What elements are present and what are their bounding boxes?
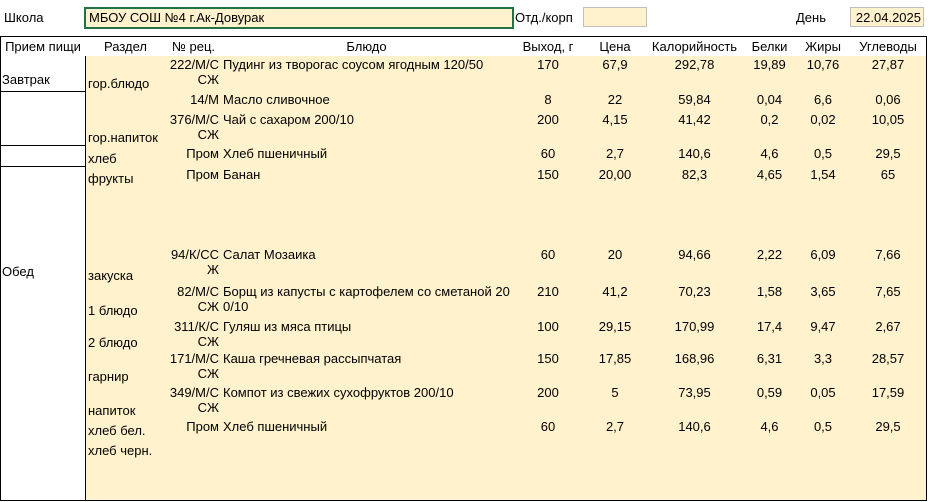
price-text: 2,7 [605, 419, 625, 434]
dish-cell[interactable] [221, 318, 513, 351]
calories-text: 168,96 [674, 351, 715, 366]
protein-cell[interactable] [743, 145, 797, 167]
output-cell[interactable] [512, 186, 585, 207]
recipe-cell[interactable] [166, 246, 222, 284]
dish-cell[interactable] [221, 186, 513, 207]
calories-text: 70,23 [678, 284, 711, 299]
section-text: хлеб черн. [88, 443, 153, 458]
section-cell[interactable] [85, 478, 167, 501]
dish-cell[interactable] [221, 418, 513, 439]
fat-cell[interactable] [796, 111, 851, 146]
dish-cell[interactable] [221, 56, 513, 92]
dish-cell[interactable] [221, 350, 513, 385]
recipe-cell[interactable] [166, 186, 222, 207]
fat-cell[interactable] [796, 283, 851, 319]
calories-cell[interactable] [646, 56, 744, 92]
fat-cell[interactable] [796, 350, 851, 385]
department-cell[interactable] [583, 7, 647, 27]
price-cell[interactable] [584, 418, 647, 439]
price-cell[interactable] [584, 186, 647, 207]
calories-cell[interactable] [646, 478, 744, 501]
protein-text: 6,31 [756, 351, 783, 366]
output-cell[interactable] [512, 438, 585, 459]
recipe-text: 376/М/ССЖ [169, 112, 219, 142]
output-text: 60 [540, 146, 556, 161]
protein-cell[interactable] [743, 186, 797, 207]
price-cell[interactable] [584, 438, 647, 459]
section-text: гор.напиток [88, 130, 158, 145]
column-header[interactable]: Белки [743, 36, 797, 57]
price-text: 4,15 [602, 112, 628, 127]
row-divider [0, 166, 86, 167]
column-header[interactable]: № рец. [166, 36, 222, 57]
fat-cell[interactable] [796, 438, 851, 459]
output-cell[interactable] [512, 111, 585, 146]
fat-text: 0,5 [813, 146, 833, 161]
recipe-text: Пром [186, 419, 219, 434]
carbs-cell[interactable] [850, 111, 927, 146]
protein-cell[interactable] [743, 384, 797, 419]
school-label: Школа [4, 10, 44, 25]
section-cell[interactable] [85, 318, 167, 351]
recipe-cell[interactable] [166, 418, 222, 439]
price-cell[interactable] [584, 283, 647, 319]
output-text: 100 [537, 319, 559, 334]
output-cell[interactable] [512, 166, 585, 187]
section-cell[interactable] [85, 458, 167, 479]
section-text: фрукты [88, 171, 134, 186]
section-cell[interactable] [85, 56, 167, 92]
fat-text: 3,3 [813, 351, 833, 366]
dish-text: Банан [223, 167, 261, 182]
day-label: День [796, 10, 826, 25]
output-cell[interactable] [512, 56, 585, 92]
output-text: 8 [544, 92, 552, 107]
carbs-cell[interactable] [850, 384, 927, 419]
price-cell[interactable] [584, 458, 647, 479]
school-name-cell[interactable]: МБОУ СОШ №4 г.Ак-Довурак [84, 7, 514, 29]
protein-cell[interactable] [743, 246, 797, 284]
section-text: хлеб бел. [88, 423, 146, 438]
dish-text: Масло сливочное [223, 92, 330, 107]
carbs-text: 65 [880, 167, 896, 182]
fat-cell[interactable] [796, 246, 851, 284]
output-text: 60 [540, 419, 556, 434]
price-cell[interactable] [584, 145, 647, 167]
fat-text: 6,09 [810, 247, 836, 262]
recipe-text: 14/М [190, 92, 219, 107]
calories-text: 59,84 [678, 92, 711, 107]
dish-cell[interactable] [221, 458, 513, 479]
protein-cell[interactable] [743, 166, 797, 187]
recipe-cell[interactable] [166, 166, 222, 187]
column-header[interactable]: Раздел [85, 36, 167, 57]
dish-text: Хлеб пшеничный [223, 419, 328, 434]
carbs-cell[interactable] [850, 145, 927, 167]
fat-cell[interactable] [796, 186, 851, 207]
section-cell[interactable] [85, 91, 167, 112]
calories-cell[interactable] [646, 350, 744, 385]
section-cell[interactable] [85, 111, 167, 146]
meal-column-cell[interactable] [0, 246, 86, 501]
carbs-cell[interactable] [850, 283, 927, 319]
output-text: 150 [537, 351, 559, 366]
section-cell[interactable] [85, 246, 167, 284]
calories-text: 140,6 [678, 419, 711, 434]
carbs-text: 7,66 [875, 247, 901, 262]
dish-cell[interactable] [221, 226, 513, 247]
output-cell[interactable] [512, 458, 585, 479]
price-text: 29,15 [598, 319, 632, 334]
fat-cell[interactable] [796, 458, 851, 479]
price-cell[interactable] [584, 318, 647, 351]
price-text: 67,9 [602, 57, 628, 72]
protein-cell[interactable] [743, 458, 797, 479]
output-cell[interactable] [512, 350, 585, 385]
price-text: 20,00 [598, 167, 632, 182]
dish-cell[interactable] [221, 145, 513, 167]
fat-cell[interactable] [796, 384, 851, 419]
protein-text: 4,65 [756, 167, 783, 182]
output-cell[interactable] [512, 226, 585, 247]
output-text: 200 [537, 385, 559, 400]
carbs-cell[interactable] [850, 206, 927, 227]
protein-text: 0,2 [760, 112, 779, 127]
protein-text: 0,59 [756, 385, 783, 400]
output-text: 200 [537, 112, 559, 127]
output-cell[interactable] [512, 384, 585, 419]
recipe-text: 349/М/ССЖ [169, 385, 219, 415]
dish-cell[interactable] [221, 438, 513, 459]
protein-cell[interactable] [743, 438, 797, 459]
section-text: гарнир [88, 369, 129, 384]
protein-text: 2,22 [756, 247, 783, 262]
output-cell[interactable] [512, 283, 585, 319]
carbs-text: 17,59 [871, 385, 905, 400]
dish-cell[interactable] [221, 111, 513, 146]
dish-text: Хлеб пшеничный [223, 146, 328, 161]
price-cell[interactable] [584, 384, 647, 419]
price-cell[interactable] [584, 478, 647, 501]
output-cell[interactable] [512, 418, 585, 439]
calories-text: 94,66 [678, 247, 711, 262]
fat-cell[interactable] [796, 226, 851, 247]
fat-text: 0,05 [810, 385, 836, 400]
recipe-text: Пром [186, 167, 219, 182]
output-text: 150 [537, 167, 559, 182]
fat-text: 1,54 [810, 167, 836, 182]
protein-cell[interactable] [743, 478, 797, 501]
section-text: гор.блюдо [88, 76, 150, 91]
carbs-text: 10,05 [871, 112, 905, 127]
recipe-text: 311/К/ССЖ [174, 319, 219, 349]
price-cell[interactable] [584, 246, 647, 284]
protein-cell[interactable] [743, 206, 797, 227]
protein-cell[interactable] [743, 56, 797, 92]
carbs-cell[interactable] [850, 186, 927, 207]
fat-cell[interactable] [796, 56, 851, 92]
calories-text: 82,3 [681, 167, 708, 182]
carbs-text: 7,65 [875, 284, 901, 299]
protein-text: 1,58 [756, 284, 783, 299]
fat-cell[interactable] [796, 145, 851, 167]
fat-cell[interactable] [796, 318, 851, 351]
protein-text: 4,6 [760, 146, 779, 161]
output-cell[interactable] [512, 145, 585, 167]
dish-cell[interactable] [221, 384, 513, 419]
row-divider [0, 91, 86, 92]
column-header[interactable]: Прием пищи [0, 36, 86, 57]
carbs-text: 28,57 [871, 351, 905, 366]
output-text: 210 [537, 284, 559, 299]
fat-text: 0,02 [810, 112, 836, 127]
price-cell[interactable] [584, 91, 647, 112]
dish-cell[interactable] [221, 246, 513, 284]
calories-text: 73,95 [678, 385, 711, 400]
fat-text: 3,65 [810, 284, 836, 299]
recipe-text: 94/К/ССЖ [170, 247, 219, 277]
row-divider [0, 145, 86, 146]
recipe-cell[interactable] [166, 478, 222, 501]
price-cell[interactable] [584, 206, 647, 227]
calories-cell[interactable] [646, 206, 744, 227]
fat-text: 9,47 [810, 319, 836, 334]
protein-cell[interactable] [743, 418, 797, 439]
carbs-cell[interactable] [850, 91, 927, 112]
calories-cell[interactable] [646, 186, 744, 207]
recipe-text: 171/М/ССЖ [169, 351, 219, 381]
recipe-cell[interactable] [166, 458, 222, 479]
dish-cell[interactable] [221, 283, 513, 319]
price-text: 2,7 [605, 146, 625, 161]
recipe-cell[interactable] [166, 111, 222, 146]
calories-text: 292,78 [674, 57, 715, 72]
price-cell[interactable] [584, 56, 647, 92]
output-cell[interactable] [512, 206, 585, 227]
price-cell[interactable] [584, 350, 647, 385]
section-cell[interactable] [85, 283, 167, 319]
column-header[interactable]: Цена [584, 36, 647, 57]
fat-text: 10,76 [806, 57, 840, 72]
recipe-cell[interactable] [166, 56, 222, 92]
dish-cell[interactable] [221, 91, 513, 112]
price-text: 41,2 [602, 284, 628, 299]
section-text: 2 блюдо [88, 335, 138, 350]
column-header[interactable]: Жиры [796, 36, 851, 57]
calories-cell[interactable] [646, 458, 744, 479]
dish-cell[interactable] [221, 166, 513, 187]
carbs-cell[interactable] [850, 166, 927, 187]
protein-cell[interactable] [743, 91, 797, 112]
carbs-text: 29,5 [875, 419, 901, 434]
section-cell[interactable] [85, 206, 167, 227]
output-cell[interactable] [512, 246, 585, 284]
meal-lunch: Обед [2, 264, 34, 279]
output-text: 60 [540, 247, 556, 262]
recipe-cell[interactable] [166, 206, 222, 227]
protein-text: 0,04 [756, 92, 783, 107]
carbs-text: 29,5 [875, 146, 901, 161]
section-cell[interactable] [85, 384, 167, 419]
fat-cell[interactable] [796, 206, 851, 227]
section-text: 1 блюдо [88, 303, 138, 318]
calories-cell[interactable] [646, 166, 744, 187]
price-text: 22 [607, 92, 623, 107]
price-text: 5 [611, 385, 619, 400]
protein-cell[interactable] [743, 350, 797, 385]
price-cell[interactable] [584, 111, 647, 146]
section-text: хлеб [88, 151, 117, 166]
recipe-text: 82/М/ССЖ [177, 284, 219, 314]
column-header[interactable]: Выход, г [512, 36, 585, 57]
recipe-cell[interactable] [166, 91, 222, 112]
fat-text: 0,5 [813, 419, 833, 434]
carbs-cell[interactable] [850, 56, 927, 92]
calories-cell[interactable] [646, 438, 744, 459]
recipe-cell[interactable] [166, 145, 222, 167]
calories-cell[interactable] [646, 246, 744, 284]
recipe-cell[interactable] [166, 438, 222, 459]
section-text: закуска [88, 268, 134, 283]
dish-text: Каша гречневая рассыпчатая [223, 351, 402, 366]
dish-text: Салат Мозаика [223, 247, 316, 262]
recipe-cell[interactable] [166, 318, 222, 351]
section-cell[interactable] [85, 186, 167, 207]
section-cell[interactable] [85, 166, 167, 187]
dish-text: Борщ из капусты с картофелем со сметаной 200/10 [223, 284, 510, 314]
column-header[interactable]: Калорийность [646, 36, 744, 57]
recipe-text: 222/М/ССЖ [169, 57, 219, 87]
column-header[interactable]: Блюдо [221, 36, 513, 57]
fat-cell[interactable] [796, 166, 851, 187]
dish-cell[interactable] [221, 206, 513, 227]
fat-cell[interactable] [796, 418, 851, 439]
carbs-cell[interactable] [850, 458, 927, 479]
dish-text: Пудинг из творогас соусом ягодным 120/50 [223, 57, 484, 72]
section-cell[interactable] [85, 145, 167, 167]
section-cell[interactable] [85, 350, 167, 385]
price-text: 17,85 [598, 351, 632, 366]
dish-cell[interactable] [221, 478, 513, 501]
calories-cell[interactable] [646, 283, 744, 319]
recipe-cell[interactable] [166, 384, 222, 419]
fat-cell[interactable] [796, 91, 851, 112]
price-cell[interactable] [584, 166, 647, 187]
calories-text: 140,6 [678, 146, 711, 161]
section-cell[interactable] [85, 226, 167, 247]
recipe-cell[interactable] [166, 350, 222, 385]
calories-text: 170,99 [674, 319, 715, 334]
section-text: напиток [88, 403, 136, 418]
carbs-cell[interactable] [850, 246, 927, 284]
dish-text: Компот из свежих сухофруктов 200/10 [223, 385, 454, 400]
protein-text: 17,4 [756, 319, 783, 334]
fat-cell[interactable] [796, 478, 851, 501]
carbs-cell[interactable] [850, 418, 927, 439]
price-text: 20 [607, 247, 623, 262]
column-header[interactable]: Углеводы [850, 36, 927, 57]
calories-cell[interactable] [646, 145, 744, 167]
day-cell[interactable]: 22.04.2025 [850, 7, 924, 27]
dish-text: Гуляш из мяса птицы [223, 319, 352, 334]
recipe-cell[interactable] [166, 283, 222, 319]
calories-cell[interactable] [646, 384, 744, 419]
output-cell[interactable] [512, 91, 585, 112]
department-label: Отд./корп [515, 10, 573, 25]
protein-text: 19,89 [753, 57, 786, 72]
recipe-text: Пром [186, 146, 219, 161]
calories-cell[interactable] [646, 418, 744, 439]
calories-cell[interactable] [646, 111, 744, 146]
carbs-cell[interactable] [850, 318, 927, 351]
output-text: 170 [537, 57, 559, 72]
carbs-text: 0,06 [875, 92, 901, 107]
calories-cell[interactable] [646, 226, 744, 247]
protein-cell[interactable] [743, 283, 797, 319]
section-cell[interactable] [85, 438, 167, 459]
output-cell[interactable] [512, 318, 585, 351]
output-cell[interactable] [512, 478, 585, 501]
carbs-cell[interactable] [850, 438, 927, 459]
protein-cell[interactable] [743, 111, 797, 146]
protein-cell[interactable] [743, 318, 797, 351]
recipe-cell[interactable] [166, 226, 222, 247]
calories-cell[interactable] [646, 91, 744, 112]
carbs-text: 2,67 [875, 319, 901, 334]
fat-text: 6,6 [813, 92, 833, 107]
calories-cell[interactable] [646, 318, 744, 351]
carbs-cell[interactable] [850, 226, 927, 247]
price-cell[interactable] [584, 226, 647, 247]
meal-column-cell[interactable] [0, 186, 86, 247]
calories-text: 41,42 [678, 112, 711, 127]
carbs-text: 27,87 [871, 57, 905, 72]
protein-text: 4,6 [760, 419, 779, 434]
carbs-cell[interactable] [850, 478, 927, 501]
meal-breakfast: Завтрак [2, 72, 50, 87]
protein-cell[interactable] [743, 226, 797, 247]
carbs-cell[interactable] [850, 350, 927, 385]
section-cell[interactable] [85, 418, 167, 439]
dish-text: Чай с сахаром 200/10 [223, 112, 354, 127]
